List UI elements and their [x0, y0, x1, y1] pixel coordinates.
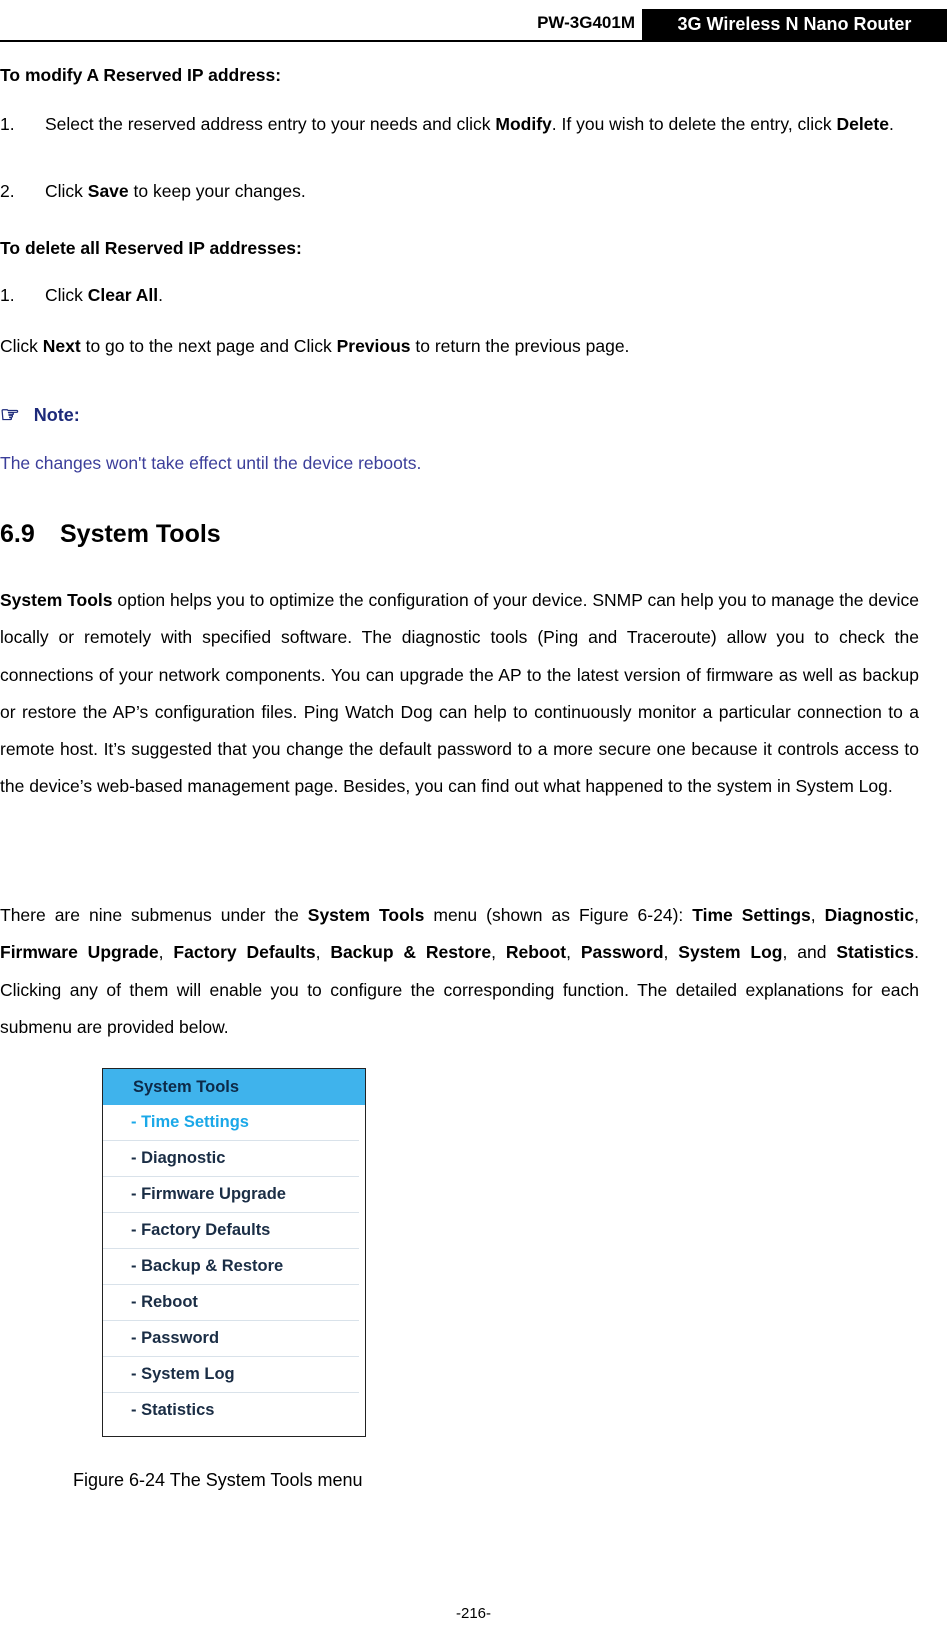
step-text: Click Clear All. — [45, 285, 164, 305]
menu-item-diagnostic[interactable]: - Diagnostic — [103, 1141, 359, 1177]
step-number: 1. — [0, 285, 15, 305]
note-text: The changes won't take effect until the device reboots. — [0, 453, 422, 473]
page-header — [0, 0, 947, 42]
clear-all-keyword: Clear All — [87, 285, 159, 305]
save-keyword: Save — [87, 181, 129, 201]
modify-heading: To modify A Reserved IP address: — [0, 65, 282, 85]
navigation-instruction: Click Next to go to the next page and Click Previous to return the previous page. — [0, 336, 630, 356]
pointing-hand-icon: ☞ — [0, 402, 20, 427]
figure-caption: Figure 6-24 The System Tools menu — [73, 1470, 363, 1490]
delete-keyword: Delete — [836, 114, 889, 134]
section-name: System Tools — [60, 520, 221, 548]
section-number: 6.9 — [0, 520, 35, 548]
menu-item-time-settings[interactable]: - Time Settings — [103, 1105, 359, 1141]
system-tools-menu — [102, 1068, 366, 1437]
menu-item-factory-defaults[interactable]: - Factory Defaults — [103, 1213, 359, 1249]
model-name: PW-3G401M — [537, 13, 635, 32]
menu-item-reboot[interactable]: - Reboot — [103, 1285, 359, 1321]
step-text: Click Save to keep your changes. — [45, 181, 306, 201]
menu-item-system-log[interactable]: - System Log — [103, 1357, 359, 1393]
submenus-paragraph: There are nine submenus under the System Tools menu (shown as Figure 6-24): Time Settings, Diagnostic, Firmware Upgrade, Factory Defaults, Backup & Restore, Reboot, Password, System Log, and Statistics. Clicking any of them will enable you to configure the corresponding function. The detailed explanations for each submenu are provided below. — [0, 905, 919, 1037]
section-title — [0, 520, 221, 549]
menu-item-statistics[interactable]: - Statistics — [131, 1401, 215, 1419]
step-number: 2. — [0, 181, 15, 201]
step-number: 1. — [0, 114, 15, 134]
intro-paragraph: System Tools option helps you to optimize the configuration of your device. SNMP can help you to manage the device locally or remotely with specified software. The diagnostic tools (Ping and Traceroute) allow you to check the connections of your network components. You can upgrade the AP to the latest version of firmware as well as backup or restore the AP’s configuration files. Ping Watch Dog can help to continuously monitor a particular connection to a remote host. It’s suggested that you change the default password to a more secure one because it controls access to the device’s web-based management page. Besides, you can find out what happened to the system in System Log. — [0, 590, 919, 797]
page-number: -216- — [455, 1605, 492, 1622]
step-text: Select the reserved address entry to your needs and click Modify. If you wish to delete the entry, click Delete. — [45, 114, 894, 134]
menu-item-firmware-upgrade[interactable]: - Firmware Upgrade — [103, 1177, 359, 1213]
menu-item-backup-restore[interactable]: - Backup & Restore — [103, 1249, 359, 1285]
product-name: 3G Wireless N Nano Router — [642, 9, 947, 40]
modify-keyword: Modify — [495, 114, 552, 134]
menu-item-password[interactable]: - Password — [103, 1321, 359, 1357]
note-label: ☞ Note: — [0, 402, 80, 427]
menu-header[interactable]: System Tools — [103, 1069, 365, 1105]
delete-all-heading: To delete all Reserved IP addresses: — [0, 238, 302, 258]
